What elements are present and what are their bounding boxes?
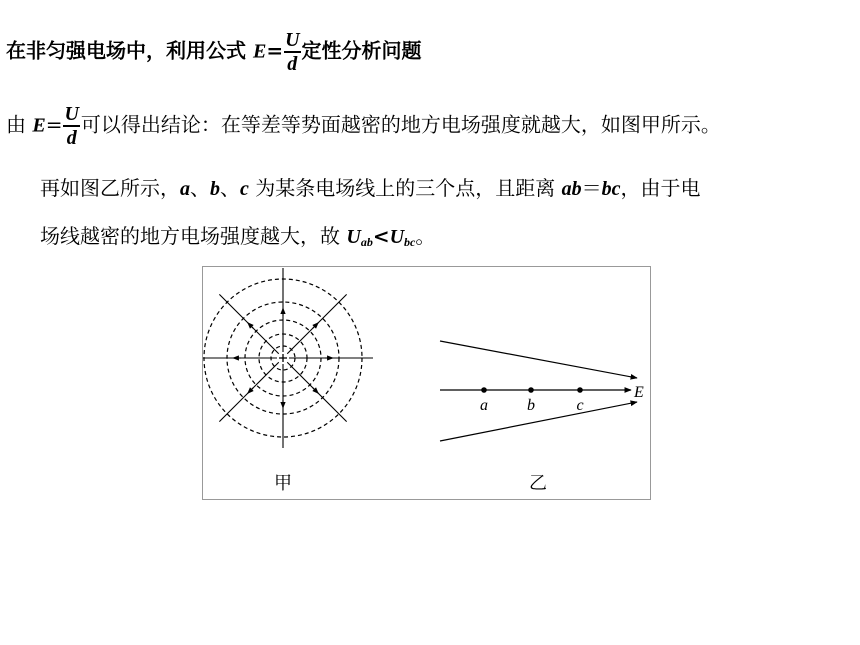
point-a-label: a xyxy=(480,397,488,414)
left-diagram xyxy=(203,268,373,494)
conclusion-post: 可以得出结论：在等差等势面越密的地方电场强度就越大，如图甲所示。 xyxy=(80,112,721,137)
field-line-arrow xyxy=(248,388,254,394)
lower-field-line xyxy=(440,402,637,441)
voltage-u-bc-subscript: bc xyxy=(404,235,416,249)
separator-1: 、 xyxy=(190,176,210,200)
caption-yi: 乙 xyxy=(529,473,547,494)
example-line-1 xyxy=(40,178,701,199)
heading-fraction xyxy=(284,30,300,74)
distance-ab: ab xyxy=(561,178,582,200)
point-c-label: c xyxy=(576,397,584,414)
point-a-text: a xyxy=(180,178,190,200)
positive-charge xyxy=(279,354,287,362)
caption-jia: 甲 xyxy=(274,473,292,494)
conclusion-equals: = xyxy=(45,112,63,137)
heading-text-post: 定性分析问题 xyxy=(301,38,422,63)
voltage-u-ab: U xyxy=(346,226,361,248)
point-a xyxy=(481,387,487,393)
conclusion-fraction-numerator: U xyxy=(64,103,79,125)
field-label-e: E xyxy=(634,384,644,401)
voltage-u-bc: U xyxy=(389,226,405,248)
heading-fraction-denominator: d xyxy=(287,53,298,75)
field-figure xyxy=(202,266,651,500)
example-text-3: ，由于电 xyxy=(620,176,701,200)
point-c xyxy=(577,387,583,393)
field-line-arrow xyxy=(313,388,319,394)
right-diagram xyxy=(440,341,644,494)
field-line-arrow xyxy=(248,323,254,329)
conclusion-line xyxy=(6,104,721,148)
field-line-arrow xyxy=(313,323,319,329)
heading-equals: = xyxy=(266,38,284,63)
separator-2: 、 xyxy=(220,176,240,200)
heading-E: E xyxy=(252,40,267,63)
point-b-text: b xyxy=(210,178,220,200)
point-b-label: b xyxy=(527,397,535,414)
conclusion-pre: 由 xyxy=(6,112,33,137)
example-text-1: 再如图乙所示， xyxy=(40,176,180,200)
voltage-u-ab-subscript: ab xyxy=(360,235,373,249)
point-b xyxy=(528,387,534,393)
point-c-text: c xyxy=(240,178,249,200)
conclusion-E: E xyxy=(32,114,46,137)
equals-sign: ＝ xyxy=(581,176,602,200)
upper-field-line xyxy=(440,341,637,378)
heading-text-pre: 在非匀强电场中，利用公式 xyxy=(6,38,253,63)
distance-bc: bc xyxy=(601,178,621,200)
conclusion-fraction-denominator: d xyxy=(66,127,77,149)
less-than-sign: < xyxy=(372,224,390,248)
field-lines xyxy=(203,268,373,448)
field-figure-svg xyxy=(203,267,652,501)
conclusion-fraction xyxy=(63,104,79,148)
example-line-2 xyxy=(40,226,435,248)
example-text-5: 。 xyxy=(415,224,436,248)
example-text-4: 场线越密的地方电场强度越大，故 xyxy=(40,224,347,248)
heading xyxy=(6,30,422,74)
example-text-2: 为某条电场线上的三个点，且距离 xyxy=(248,176,562,200)
heading-fraction-numerator: U xyxy=(285,29,300,51)
